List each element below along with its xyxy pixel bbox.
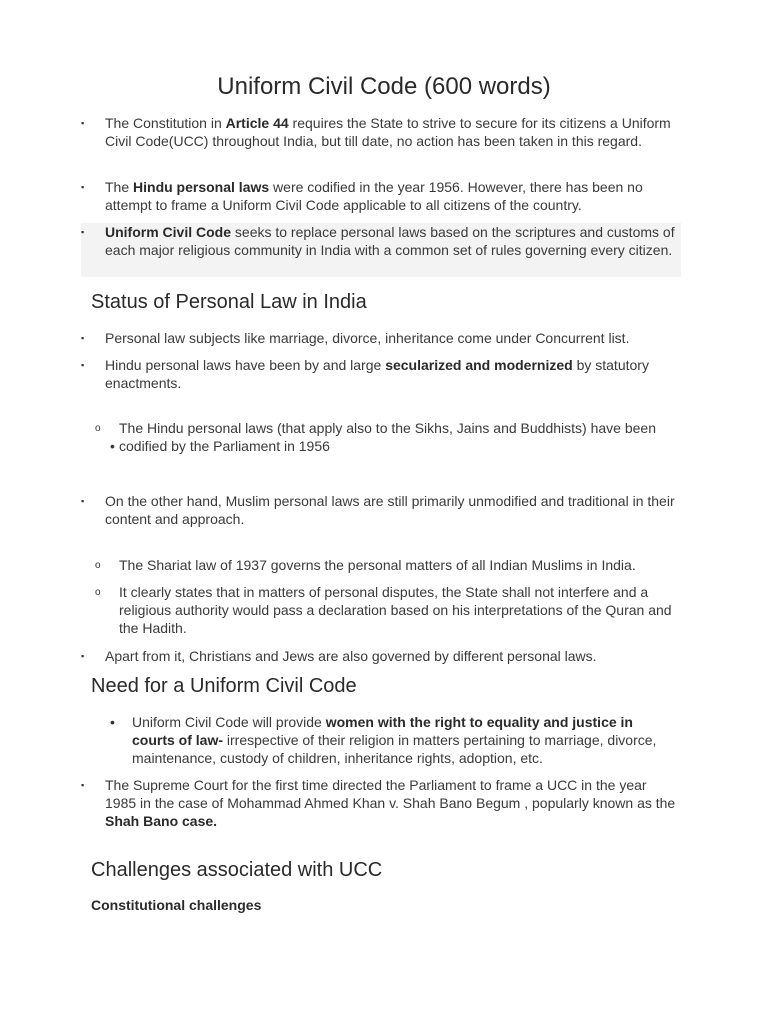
square-bullet-icon: ▪ <box>81 780 85 790</box>
square-bullet-icon: ▪ <box>81 227 85 237</box>
list-item-text: The Constitution in Article 44 requires the State to strive to secure for its citizens a Uniform Civil Code(UCC) throughout India, but till date, no action has been taken in this regard. <box>105 115 671 149</box>
square-bullet-icon: ▪ <box>81 496 85 506</box>
list-item-text: Apart from it, Christians and Jews are also governed by different personal laws. <box>105 648 597 664</box>
square-bullet-icon: ▪ <box>81 360 85 370</box>
section-heading-status: Status of Personal Law in India <box>91 291 367 313</box>
list-item-text: Hindu personal laws have been by and large secularized and modernized by statutory enactments. <box>105 357 649 391</box>
sub-list-item-text: The Hindu personal laws (that apply also to the Sikhs, Jains and Buddhists) have been codified by the Parliament in 1956 <box>119 420 656 454</box>
circle-bullet-icon: o <box>95 587 101 598</box>
sub-list-item <box>95 556 685 574</box>
circle-bullet-icon: o <box>95 560 101 571</box>
list-item <box>81 492 681 528</box>
subheading-constitutional-challenges: Constitutional challenges <box>91 897 262 913</box>
sub-list-item-text: It clearly states that in matters of personal disputes, the State shall not interfere and a religious authority would pass a declaration based on his interpretations of the Quran and the Hadith. <box>119 584 672 636</box>
list-item-text: Personal law subjects like marriage, divorce, inheritance come under Concurrent list. <box>105 330 630 346</box>
section-heading-need: Need for a Uniform Civil Code <box>91 675 357 697</box>
square-bullet-icon: ▪ <box>81 333 85 343</box>
sub-list-item-text: The Shariat law of 1937 governs the personal matters of all Indian Muslims in India. <box>119 557 636 573</box>
empty-bullet-icon: • <box>110 438 115 454</box>
list-item <box>81 356 681 392</box>
list-item <box>81 114 681 150</box>
list-item <box>81 329 681 347</box>
circle-bullet-icon: o <box>95 423 101 434</box>
list-item <box>110 713 685 767</box>
document-title: Uniform Civil Code (600 words) <box>217 73 551 100</box>
list-item <box>81 776 681 830</box>
section-heading-challenges: Challenges associated with UCC <box>91 859 383 881</box>
disc-bullet-icon: • <box>110 714 115 730</box>
square-bullet-icon: ▪ <box>81 118 85 128</box>
list-item-text: Uniform Civil Code will provide women with the right to equality and justice in courts of law- irrespective of their religion in matters pertaining to marriage, divorce, maintenance, custody of children, inheritance rights, adoption, etc. <box>132 714 657 766</box>
list-item <box>81 178 681 214</box>
square-bullet-icon: ▪ <box>81 651 85 661</box>
sub-list-item <box>95 419 685 455</box>
list-item-text: On the other hand, Muslim personal laws are still primarily unmodified and traditional in their content and approach. <box>105 493 675 527</box>
list-item-text: Uniform Civil Code seeks to replace personal laws based on the scriptures and customs of each major religious community in India with a common set of rules governing every citizen. <box>105 224 675 258</box>
list-item <box>81 647 681 665</box>
square-bullet-icon: ▪ <box>81 182 85 192</box>
list-item-highlighted <box>81 223 681 277</box>
sub-list-item <box>95 583 685 637</box>
list-item-text: The Supreme Court for the first time directed the Parliament to frame a UCC in the year 1985 in the case of Mohammad Ahmed Khan v. Shah Bano Begum , popularly known as the Shah Bano case. <box>105 777 676 829</box>
list-item-text: The Hindu personal laws were codified in the year 1956. However, there has been no attempt to frame a Uniform Civil Code applicable to all citizens of the country. <box>105 179 643 213</box>
